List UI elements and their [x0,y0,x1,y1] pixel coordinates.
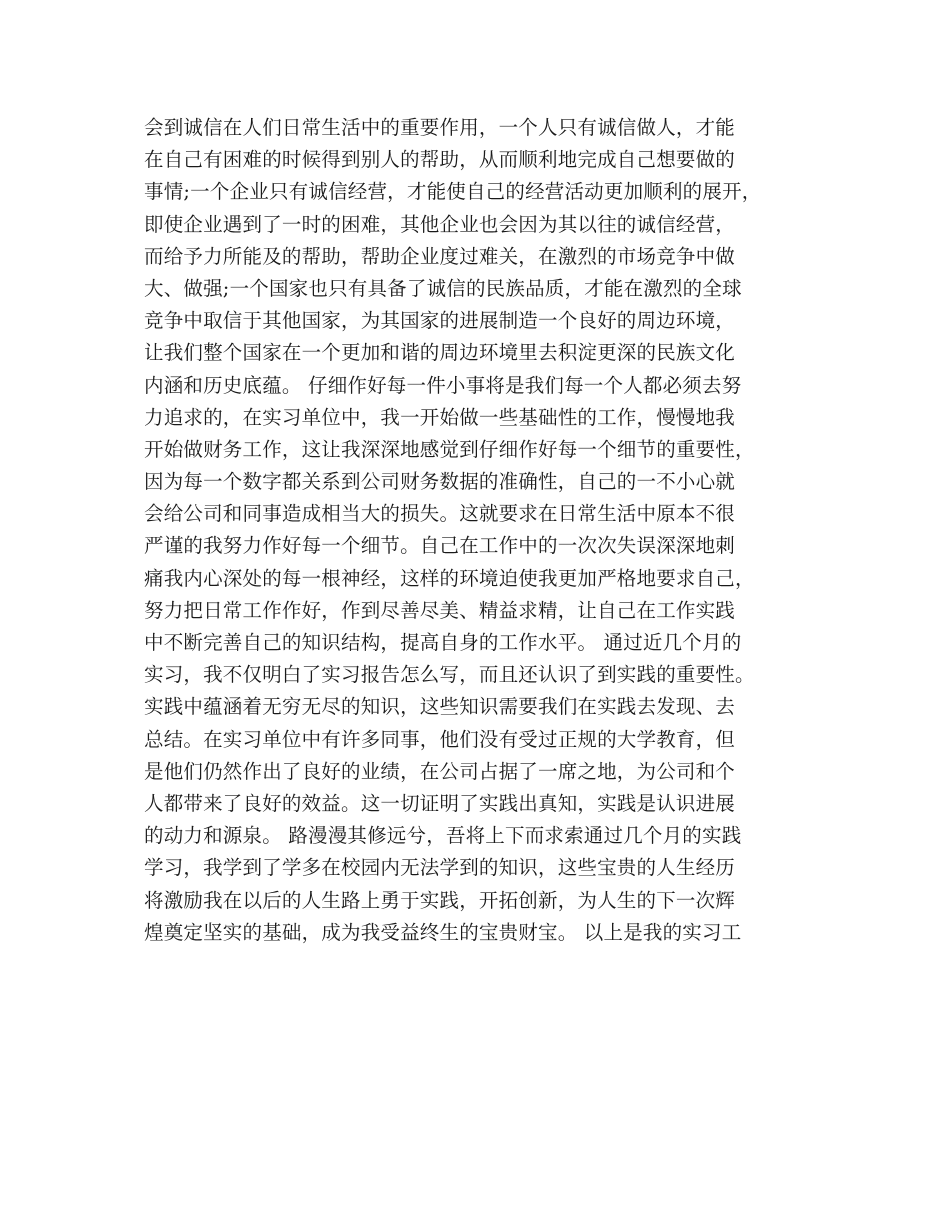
text-line: 学习，我学到了学多在校园内无法学到的知识，这些宝贵的人生经历 [144,856,736,880]
body-text [144,112,824,949]
text-line: 实习，我不仅明白了实习报告怎么写，而且还认识了到实践的重要性。 [144,663,755,687]
text-line: 内涵和历史底蕴。 仔细作好每一件小事将是我们每一个人都必须去努 [144,373,742,397]
text-line: 将激励我在以后的人生路上勇于实践，开拓创新，为人生的下一次辉 [144,888,736,912]
text-line: 让我们整个国家在一个更加和谐的周边环境里去积淀更深的民族文化 [144,341,736,365]
text-line: 会给公司和同事造成相当大的损失。这就要求在日常生活中原本不很 [144,502,736,526]
text-line: 中不断完善自己的知识结构，提高自身的工作水平。 通过近几个月的 [144,631,742,654]
text-line: 人都带来了良好的效益。这一切证明了实践出真知，实践是认识进展 [144,791,736,815]
text-line: 即使企业遇到了一时的困难，其他企业也会因为其以往的诚信经营， [144,212,736,236]
text-line: 努力把日常工作作好，作到尽善尽美、精益求精，让自己在工作实践 [144,598,736,622]
text-line: 痛我内心深处的每一根神经，这样的环境迫使我更加严格地要求自己， [144,566,755,590]
text-line: 力追求的，在实习单位中，我一开始做一些基础性的工作，慢慢地我 [144,405,736,429]
text-line: 事情;一个企业只有诚信经营，才能使自己的经营活动更加顺利的展开， [144,180,762,204]
text-line: 严谨的我努力作好每一个细节。自己在工作中的一次次失误深深地刺 [144,534,736,558]
text-line: 会到诚信在人们日常生活中的重要作用，一个人只有诚信做人，才能 [144,116,736,139]
text-line: 是他们仍然作出了良好的业绩，在公司占据了一席之地，为公司和个 [144,759,736,783]
text-line: 而给予力所能及的帮助，帮助企业度过难关，在激烈的市场竞争中做 [144,244,736,268]
text-line: 竞争中取信于其他国家，为其国家的进展制造一个良好的周边环境， [144,309,736,333]
text-line: 开始做财务工作，这让我深深地感觉到仔细作好每一个细节的重要性， [144,437,755,461]
text-line: 大、做强;一个国家也只有具备了诚信的民族品质，才能在激烈的全球 [144,276,742,300]
text-line: 的动力和源泉。 路漫漫其修远兮，吾将上下而求索通过几个月的实践 [144,824,742,848]
text-line: 因为每一个数字都关系到公司财务数据的准确性，自己的一不小心就 [144,470,736,494]
text-line: 煌奠定坚实的基础，成为我受益终生的宝贵财宝。 以上是我的实习工 [144,920,742,944]
text-line: 总结。在实习单位中有许多同事，他们没有受过正规的大学教育，但 [144,727,736,751]
text-line: 在自己有困难的时候得到别人的帮助，从而顺利地完成自己想要做的 [144,148,736,172]
text-line: 实践中蕴涵着无穷无尽的知识，这些知识需要我们在实践去发现、去 [144,695,736,719]
